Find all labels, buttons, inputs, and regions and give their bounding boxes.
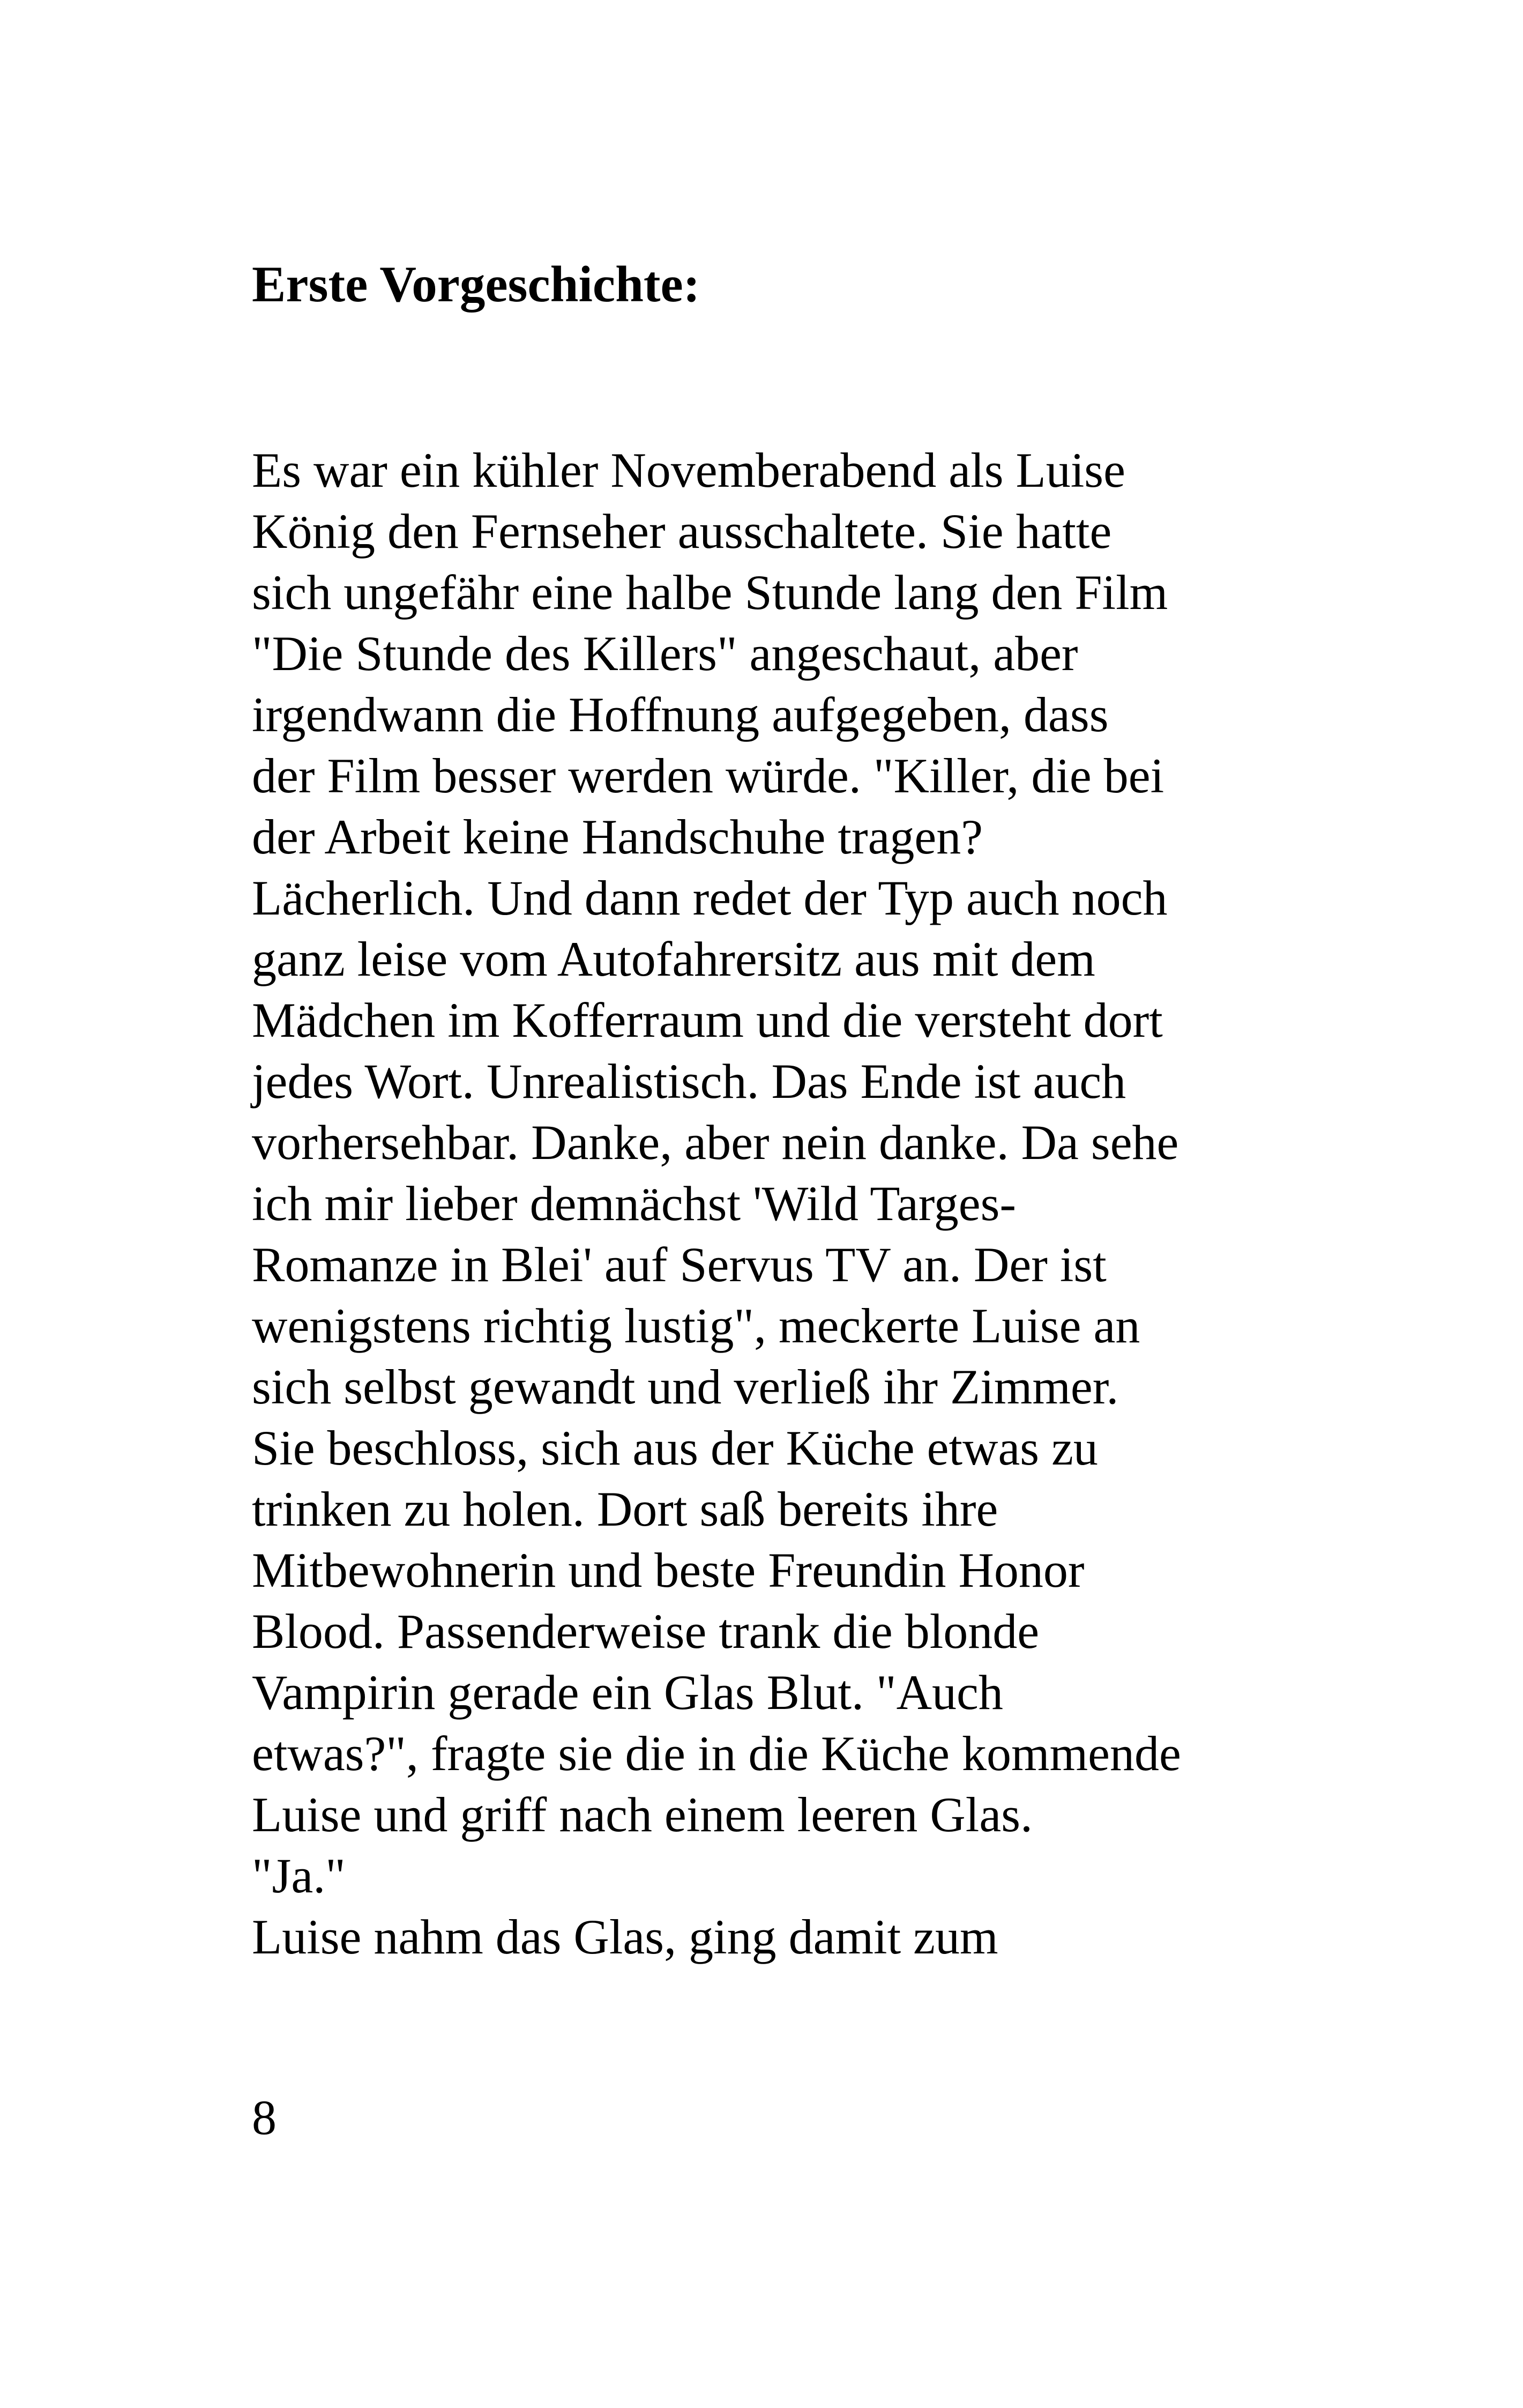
- text-line: König den Fernseher ausschaltete. Sie hatte: [252, 504, 1112, 559]
- chapter-heading: Erste Vorgeschichte:: [252, 256, 700, 313]
- text-line: Sie beschloss, sich aus der Küche etwas zu: [252, 1421, 1098, 1475]
- text-line: ich mir lieber demnächst 'Wild Targes-: [252, 1176, 1017, 1231]
- text-line: Luise nahm das Glas, ging damit zum: [252, 1909, 998, 1964]
- text-line: Romanze in Blei' auf Servus TV an. Der ist: [252, 1237, 1107, 1292]
- text-line: "Ja.": [252, 1848, 346, 1903]
- text-line: Es war ein kühler Novemberabend als Luise: [252, 443, 1125, 497]
- text-line: Blood. Passenderweise trank die blonde: [252, 1604, 1040, 1659]
- text-line: der Arbeit keine Handschuhe tragen?: [252, 809, 983, 864]
- text-line: wenigstens richtig lustig", meckerte Luise an: [252, 1298, 1140, 1353]
- text-line: Mitbewohnerin und beste Freundin Honor: [252, 1543, 1085, 1597]
- text-line: etwas?", fragte sie die in die Küche kommende: [252, 1726, 1181, 1781]
- text-line: sich ungefähr eine halbe Stunde lang den Film: [252, 565, 1168, 620]
- text-line: Mädchen im Kofferraum und die versteht dort: [252, 993, 1163, 1047]
- text-line: sich selbst gewandt und verließ ihr Zimmer.: [252, 1359, 1119, 1414]
- text-line: der Film besser werden würde. "Killer, die bei: [252, 748, 1164, 803]
- text-line: Luise und griff nach einem leeren Glas.: [252, 1787, 1033, 1842]
- text-line: vorhersehbar. Danke, aber nein danke. Da sehe: [252, 1115, 1179, 1170]
- text-line: jedes Wort. Unrealistisch. Das Ende ist auch: [252, 1054, 1126, 1109]
- text-line: irgendwann die Hoffnung aufgegeben, dass: [252, 687, 1109, 742]
- body-text: [252, 440, 1495, 1967]
- text-line: trinken zu holen. Dort saß bereits ihre: [252, 1482, 998, 1536]
- text-line: "Die Stunde des Killers" angeschaut, aber: [252, 626, 1078, 681]
- text-line: ganz leise vom Autofahrersitz aus mit dem: [252, 932, 1095, 986]
- text-line: Vampirin gerade ein Glas Blut. "Auch: [252, 1665, 1003, 1720]
- text-line: Lächerlich. Und dann redet der Typ auch noch: [252, 871, 1168, 925]
- page-number: 8: [252, 2090, 277, 2145]
